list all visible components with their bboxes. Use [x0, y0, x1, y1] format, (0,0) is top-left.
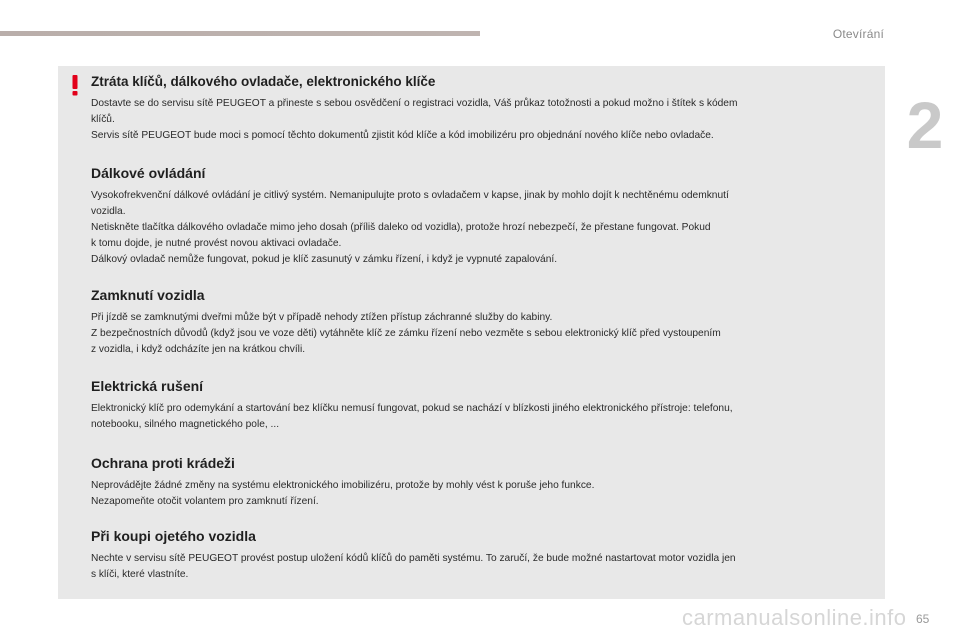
warning-line: Servis sítě PEUGEOT bude moci s pomocí těchto dokumentů zjistit kód klíče a kód imobilizéru pro objednání nového klíče nebo ovladače.: [91, 130, 714, 141]
section-electrical-interference: [91, 377, 876, 433]
paragraph-line: vozidla.: [91, 206, 126, 217]
section-remote-control: [91, 164, 876, 268]
paragraph-line: s klíči, které vlastníte.: [91, 569, 189, 580]
section-body: [91, 401, 876, 433]
section-body: [91, 188, 876, 268]
section-title: Otevírání: [832, 27, 884, 41]
section-body: [91, 551, 876, 583]
warning-line: Dostavte se do servisu sítě PEUGEOT a přineste s sebou osvědčení o registraci vozidla, Váš průkaz totožnosti a pokud možno i štítek s kódem: [91, 98, 738, 109]
paragraph-line: z vozidla, i když odcházíte jen na krátkou chvíli.: [91, 344, 306, 355]
paragraph-line: Vysokofrekvenční dálkové ovládání je citlivý systém. Nemanipulujte proto s ovladačem v kapse, jinak by mohlo dojít k nechtěnému odemknutí: [91, 190, 729, 201]
section-body: [91, 310, 876, 358]
paragraph-line: Netiskněte tlačítka dálkového ovladače mimo jeho dosah (příliš daleko od vozidla), protože hrozí nebezpečí, že přestane fungovat. Pokud: [91, 222, 711, 233]
exclamation-icon: [66, 74, 84, 96]
paragraph-line: Nezapomeňte otočit volantem pro zamknutí řízení.: [91, 496, 319, 507]
paragraph-line: Z bezpečnostních důvodů (když jsou ve voze děti) vytáhněte klíč ze zámku řízení nebo vezměte s sebou elektronický klíč před vystoupením: [91, 328, 721, 339]
paragraph-line: Elektronický klíč pro odemykání a startování bez klíčku nemusí fungovat, pokud se nachází v blízkosti jiného elektronického přístroje: telefonu,: [91, 403, 733, 414]
section-heading: Dálkové ovládání: [91, 165, 206, 181]
watermark: carmanualsonline.info: [682, 605, 907, 630]
section-body: [91, 478, 876, 510]
section-heading: Zamknutí vozidla: [91, 287, 205, 303]
warning-block: [91, 74, 876, 144]
warning-title: Ztráta klíčů, dálkového ovladače, elektronického klíče: [91, 74, 436, 89]
content-panel: [58, 66, 885, 599]
paragraph-line: Nechte v servisu sítě PEUGEOT provést postup uložení kódů klíčů do paměti systému. To zaručí, že bude možné nastartovat motor vozidla jen: [91, 553, 736, 564]
warning-body: [91, 96, 876, 144]
header-accent-bar: [0, 31, 480, 36]
paragraph-line: Při jízdě se zamknutými dveřmi může být v případě nehody ztížen přístup záchranné služby do kabiny.: [91, 312, 553, 323]
warning-line: klíčů.: [91, 114, 115, 125]
section-heading: Ochrana proti krádeži: [91, 455, 235, 471]
paragraph-line: notebooku, silného magnetického pole, ...: [91, 419, 280, 430]
section-heading: Při koupi ojetého vozidla: [91, 528, 256, 544]
section-anti-theft: [91, 454, 876, 510]
section-heading: Elektrická rušení: [91, 378, 204, 394]
section-used-vehicle: [91, 527, 876, 583]
paragraph-line: Dálkový ovladač nemůže fungovat, pokud je klíč zasunutý v zámku řízení, i když je vypnuté zapalování.: [91, 254, 558, 265]
page-number: 65: [916, 612, 930, 626]
paragraph-line: Neprovádějte žádné změny na systému elektronického imobilizéru, protože by mohly vést k poruše jeho funkce.: [91, 480, 595, 491]
section-vehicle-locking: [91, 286, 876, 358]
chapter-number: 2: [906, 88, 944, 162]
paragraph-line: k tomu dojde, je nutné provést novou aktivaci ovladače.: [91, 238, 342, 249]
